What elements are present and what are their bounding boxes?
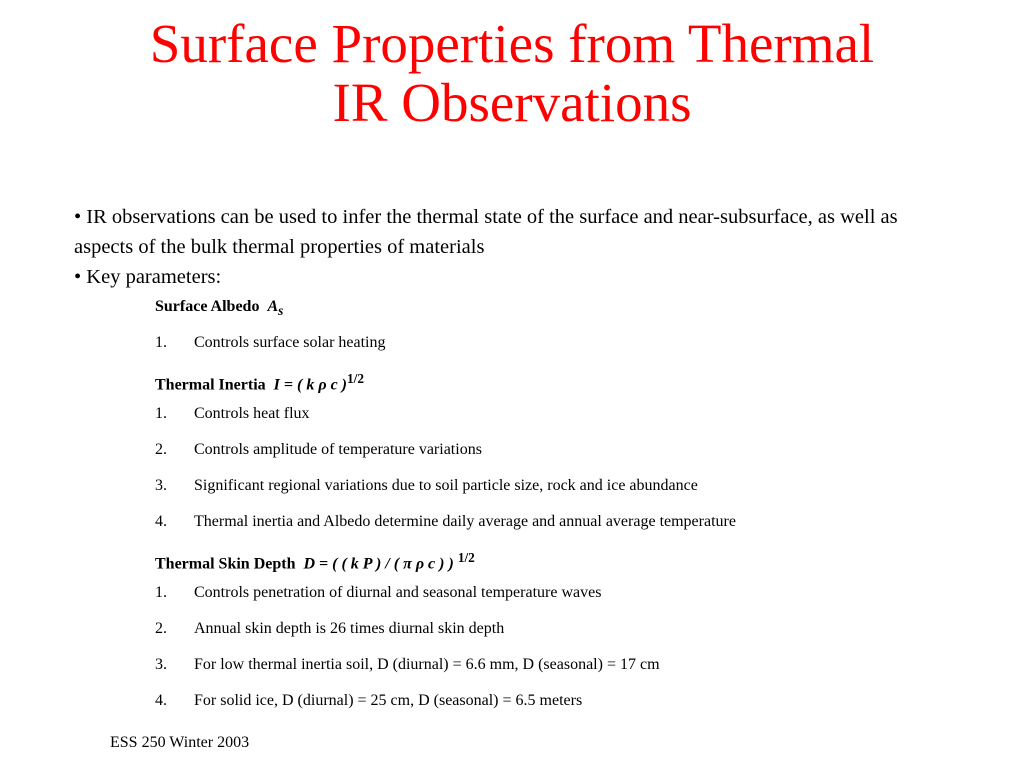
skin-depth-item-3 — [155, 655, 1015, 691]
inertia-item-3 — [155, 476, 1015, 512]
skin-depth-formula: D = ( ( k P ) / ( π ρ c ) ) — [303, 554, 454, 572]
slide-footer: ESS 250 Winter 2003 — [110, 734, 250, 751]
albedo-heading-label: Surface Albedo — [155, 298, 260, 315]
item-text: Annual skin depth is 26 times diurnal skin depth — [194, 620, 505, 638]
item-text: For solid ice, D (diurnal) = 25 cm, D (seasonal) = 6.5 meters — [194, 691, 583, 709]
item-text: Controls surface solar heating — [194, 333, 386, 351]
albedo-symbol: $A_s$ — [267, 298, 284, 319]
item-number: 4. — [155, 691, 167, 709]
item-number: 1. — [155, 584, 167, 602]
albedo-item-1 — [155, 333, 1015, 369]
item-text: Controls penetration of diurnal and seasonal temperature waves — [194, 584, 602, 602]
skin-depth-heading-label: Thermal Skin Depth — [155, 554, 296, 572]
item-number: 3. — [155, 655, 167, 673]
item-number: 2. — [155, 620, 167, 638]
title-line-2: IR Observations — [332, 72, 692, 133]
skin-depth-item-4 — [155, 691, 1015, 727]
albedo-symbol-subscript: s — [278, 303, 284, 319]
skin-depth-heading — [155, 548, 1015, 584]
albedo-heading — [155, 297, 1015, 333]
item-number: 4. — [155, 512, 167, 530]
item-number: 2. — [155, 441, 167, 459]
item-number: 3. — [155, 476, 167, 494]
parameter-list — [155, 297, 1015, 727]
inertia-item-4 — [155, 512, 1015, 548]
item-text: For low thermal inertia soil, D (diurnal) = 6.6 mm, D (seasonal) = 17 cm — [194, 655, 660, 673]
inertia-item-1 — [155, 404, 1015, 440]
skin-depth-item-1 — [155, 583, 1015, 619]
inertia-formula-exponent: 1/2 — [347, 370, 365, 386]
slide-title — [40, 14, 984, 132]
skin-depth-item-2 — [155, 619, 1015, 655]
skin-depth-formula-exponent: 1/2 — [457, 549, 475, 565]
item-text: Controls amplitude of temperature variations — [194, 441, 482, 459]
inertia-heading — [155, 369, 1015, 405]
bullet-key-parameters: • Key parameters: — [74, 266, 222, 288]
item-text: Controls heat flux — [194, 405, 310, 423]
item-number: 1. — [155, 333, 167, 351]
inertia-item-2 — [155, 440, 1015, 476]
item-text: Significant regional variations due to soil particle size, rock and ice abundance — [194, 476, 698, 494]
item-number: 1. — [155, 405, 167, 423]
title-line-1: Surface Properties from Thermal — [149, 13, 875, 74]
item-text: Thermal inertia and Albedo determine daily average and annual average temperature — [194, 512, 736, 530]
inertia-formula: I = ( k ρ c ) — [273, 375, 347, 393]
intro-bullets — [74, 202, 954, 292]
inertia-heading-label: Thermal Inertia — [155, 375, 266, 393]
bullet-ir-observations: • IR observations can be used to infer the thermal state of the surface and near-subsurface, as well as aspects of the bulk thermal properties of materials — [74, 206, 898, 258]
